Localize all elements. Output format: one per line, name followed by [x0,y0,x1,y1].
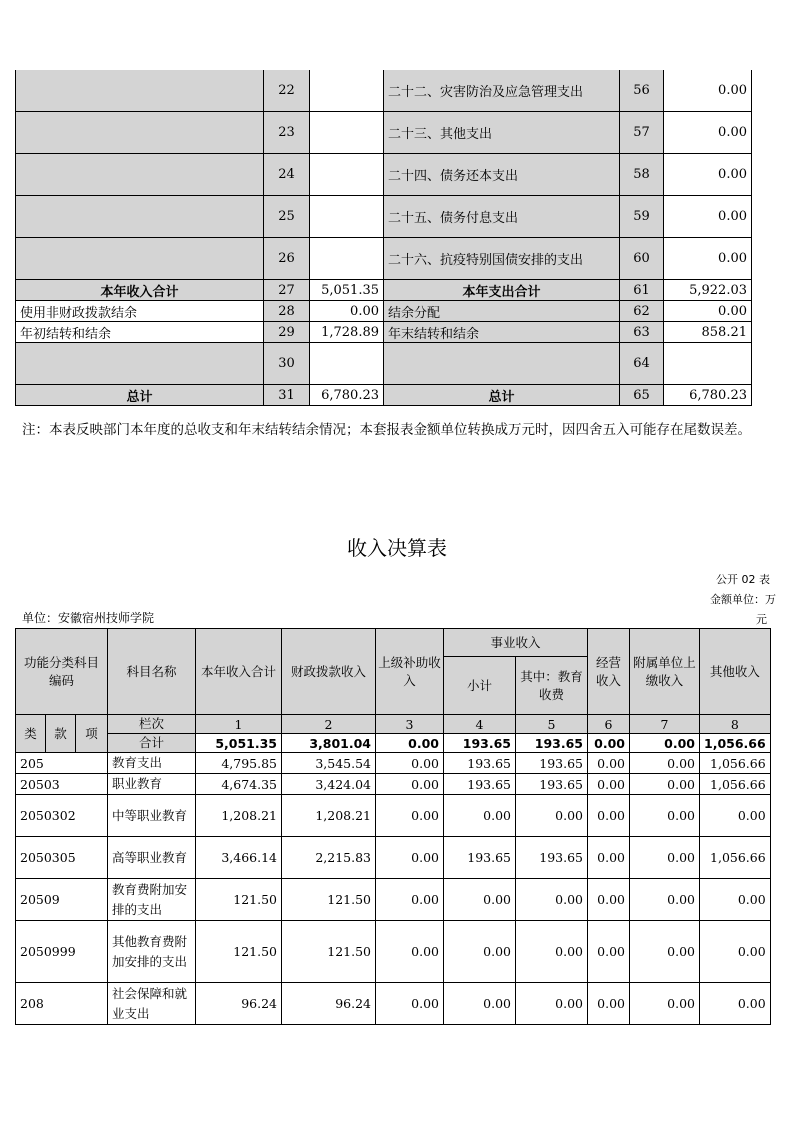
right-value: 6,780.23 [664,385,752,406]
page-title: 收入决算表 [347,536,447,560]
header-operating: 经营收入 [588,629,630,715]
income-row [16,837,771,879]
income-value: 0.00 [588,879,630,921]
right-line-no: 61 [620,280,664,301]
income-value: 0.00 [516,879,588,921]
summary-row [16,385,752,406]
left-value: 1,728.89 [310,322,384,343]
left-value [310,196,384,238]
income-value: 0.00 [700,879,771,921]
total-value: 1,056.66 [700,734,771,753]
left-label [16,343,264,385]
right-label [384,343,620,385]
left-line-no: 28 [264,301,310,322]
right-label: 结余分配 [384,301,620,322]
income-value: 4,674.35 [196,774,282,795]
income-value: 193.65 [444,774,516,795]
income-value: 0.00 [588,774,630,795]
income-table [15,628,771,1025]
column-number: 4 [444,715,516,734]
org-name: 单位：安徽宿州技师学院 [22,611,155,625]
income-value: 0.00 [444,795,516,837]
income-value: 0.00 [516,795,588,837]
income-value: 0.00 [588,983,630,1025]
income-value: 0.00 [376,753,444,774]
left-label: 使用非财政拨款结余 [16,301,264,322]
table-code: 公开 02 表 [716,573,770,586]
income-row [16,921,771,983]
summary-row [16,322,752,343]
income-value: 193.65 [516,774,588,795]
right-value: 0.00 [664,196,752,238]
total-value: 5,051.35 [196,734,282,753]
header-subject-name: 科目名称 [108,629,196,715]
right-line-no: 60 [620,238,664,280]
income-row [16,879,771,921]
total-value: 0.00 [376,734,444,753]
total-value: 3,801.04 [282,734,376,753]
header-lei: 类 [16,715,46,753]
column-number: 8 [700,715,771,734]
column-number: 1 [196,715,282,734]
income-value: 1,056.66 [700,774,771,795]
right-value: 0.00 [664,238,752,280]
right-label: 二十四、债务还本支出 [384,154,620,196]
header-lanci: 栏次 [108,715,196,734]
income-value: 0.00 [630,795,700,837]
left-value: 5,051.35 [310,280,384,301]
header-affiliated: 附属单位上缴收入 [630,629,700,715]
total-value: 193.65 [516,734,588,753]
income-row [16,795,771,837]
left-value [310,154,384,196]
income-value: 0.00 [376,795,444,837]
table-note: 注：本表反映部门本年度的总收支和年末结转结余情况；本套报表金额单位转换成万元时，因四舍五入可能存在尾数误差。 [22,422,751,438]
summary-row [16,238,752,280]
left-label [16,154,264,196]
right-line-no: 63 [620,322,664,343]
right-line-no: 56 [620,70,664,112]
income-value: 0.00 [630,879,700,921]
summary-row [16,112,752,154]
total-value: 0.00 [588,734,630,753]
header-fiscal: 财政拨款收入 [282,629,376,715]
income-value: 0.00 [444,879,516,921]
right-label: 年末结转和结余 [384,322,620,343]
income-value: 0.00 [516,921,588,983]
right-label: 二十二、灾害防治及应急管理支出 [384,70,620,112]
right-label: 二十六、抗疫特别国债安排的支出 [384,238,620,280]
income-value: 0.00 [588,921,630,983]
left-line-no: 25 [264,196,310,238]
header-xiang: 项 [76,715,108,753]
unit-label-line2: 元 [756,613,767,626]
header-superior: 上级补助收入 [376,629,444,715]
income-value: 0.00 [376,774,444,795]
subject-code: 20503 [16,774,108,795]
income-value: 0.00 [376,879,444,921]
summary-row [16,280,752,301]
right-value [664,343,752,385]
income-value: 0.00 [516,983,588,1025]
column-number: 5 [516,715,588,734]
income-row [16,753,771,774]
subject-name: 社会保障和就业支出 [108,983,196,1025]
income-value: 0.00 [376,921,444,983]
right-label: 二十五、债务付息支出 [384,196,620,238]
left-value [310,238,384,280]
right-line-no: 65 [620,385,664,406]
right-line-no: 58 [620,154,664,196]
right-line-no: 62 [620,301,664,322]
column-number: 3 [376,715,444,734]
right-line-no: 59 [620,196,664,238]
left-label [16,70,264,112]
header-kuan: 款 [46,715,76,753]
income-value: 3,424.04 [282,774,376,795]
subject-name: 教育费附加安排的支出 [108,879,196,921]
total-value: 0.00 [630,734,700,753]
left-line-no: 22 [264,70,310,112]
income-value: 0.00 [630,921,700,983]
summary-table [15,70,752,406]
income-value: 0.00 [588,837,630,879]
column-number: 6 [588,715,630,734]
right-value: 0.00 [664,154,752,196]
income-value: 3,545.54 [282,753,376,774]
right-value: 0.00 [664,301,752,322]
income-value: 1,056.66 [700,753,771,774]
left-line-no: 23 [264,112,310,154]
left-label: 年初结转和结余 [16,322,264,343]
header-total-income: 本年收入合计 [196,629,282,715]
summary-row [16,70,752,112]
subject-code: 208 [16,983,108,1025]
income-value: 193.65 [444,837,516,879]
header-edu-fee: 其中：教育收费 [516,657,588,715]
subject-code: 20509 [16,879,108,921]
income-table-body [16,629,771,1025]
subject-name: 高等职业教育 [108,837,196,879]
income-value: 193.65 [444,753,516,774]
income-value: 0.00 [700,921,771,983]
subject-name: 职业教育 [108,774,196,795]
income-value: 0.00 [444,921,516,983]
left-value: 6,780.23 [310,385,384,406]
right-value: 858.21 [664,322,752,343]
subject-code: 2050305 [16,837,108,879]
subject-code: 2050999 [16,921,108,983]
subject-name: 其他教育费附加安排的支出 [108,921,196,983]
income-value: 121.50 [196,921,282,983]
right-label: 本年支出合计 [384,280,620,301]
income-value: 96.24 [282,983,376,1025]
summary-table-body [16,70,752,406]
left-line-no: 30 [264,343,310,385]
subject-name: 教育支出 [108,753,196,774]
summary-row [16,154,752,196]
header-heji: 合计 [108,734,196,753]
right-value: 0.00 [664,112,752,154]
left-line-no: 26 [264,238,310,280]
left-value: 0.00 [310,301,384,322]
income-value: 0.00 [630,983,700,1025]
income-value: 0.00 [630,774,700,795]
left-line-no: 27 [264,280,310,301]
income-value: 1,056.66 [700,837,771,879]
income-value: 0.00 [700,795,771,837]
right-line-no: 64 [620,343,664,385]
header-func-code: 功能分类科目编码 [16,629,108,715]
income-value: 0.00 [588,753,630,774]
income-value: 4,795.85 [196,753,282,774]
left-line-no: 24 [264,154,310,196]
right-label: 二十三、其他支出 [384,112,620,154]
income-row [16,983,771,1025]
income-value: 0.00 [700,983,771,1025]
column-number: 7 [630,715,700,734]
header-other: 其他收入 [700,629,771,715]
income-value: 0.00 [376,983,444,1025]
income-value: 193.65 [516,753,588,774]
header-subtotal: 小计 [444,657,516,715]
income-value: 0.00 [630,837,700,879]
subject-name: 中等职业教育 [108,795,196,837]
income-value: 193.65 [516,837,588,879]
left-label [16,112,264,154]
column-number: 2 [282,715,376,734]
income-value: 96.24 [196,983,282,1025]
left-label: 本年收入合计 [16,280,264,301]
income-row [16,774,771,795]
income-value: 2,215.83 [282,837,376,879]
left-value [310,112,384,154]
summary-row [16,301,752,322]
left-value [310,70,384,112]
right-line-no: 57 [620,112,664,154]
income-value: 121.50 [196,879,282,921]
income-value: 121.50 [282,921,376,983]
summary-row [16,343,752,385]
income-value: 1,208.21 [282,795,376,837]
right-value: 0.00 [664,70,752,112]
right-label: 总计 [384,385,620,406]
right-value: 5,922.03 [664,280,752,301]
income-value: 0.00 [444,983,516,1025]
income-value: 121.50 [282,879,376,921]
header-business-group: 事业收入 [444,629,588,657]
income-value: 1,208.21 [196,795,282,837]
income-value: 0.00 [588,795,630,837]
income-value: 0.00 [630,753,700,774]
income-value: 0.00 [376,837,444,879]
left-line-no: 29 [264,322,310,343]
left-label [16,196,264,238]
total-value: 193.65 [444,734,516,753]
income-value: 3,466.14 [196,837,282,879]
summary-row [16,196,752,238]
left-value [310,343,384,385]
subject-code: 2050302 [16,795,108,837]
left-line-no: 31 [264,385,310,406]
left-label [16,238,264,280]
unit-label-line1: 金额单位：万 [710,593,776,606]
left-label: 总计 [16,385,264,406]
subject-code: 205 [16,753,108,774]
